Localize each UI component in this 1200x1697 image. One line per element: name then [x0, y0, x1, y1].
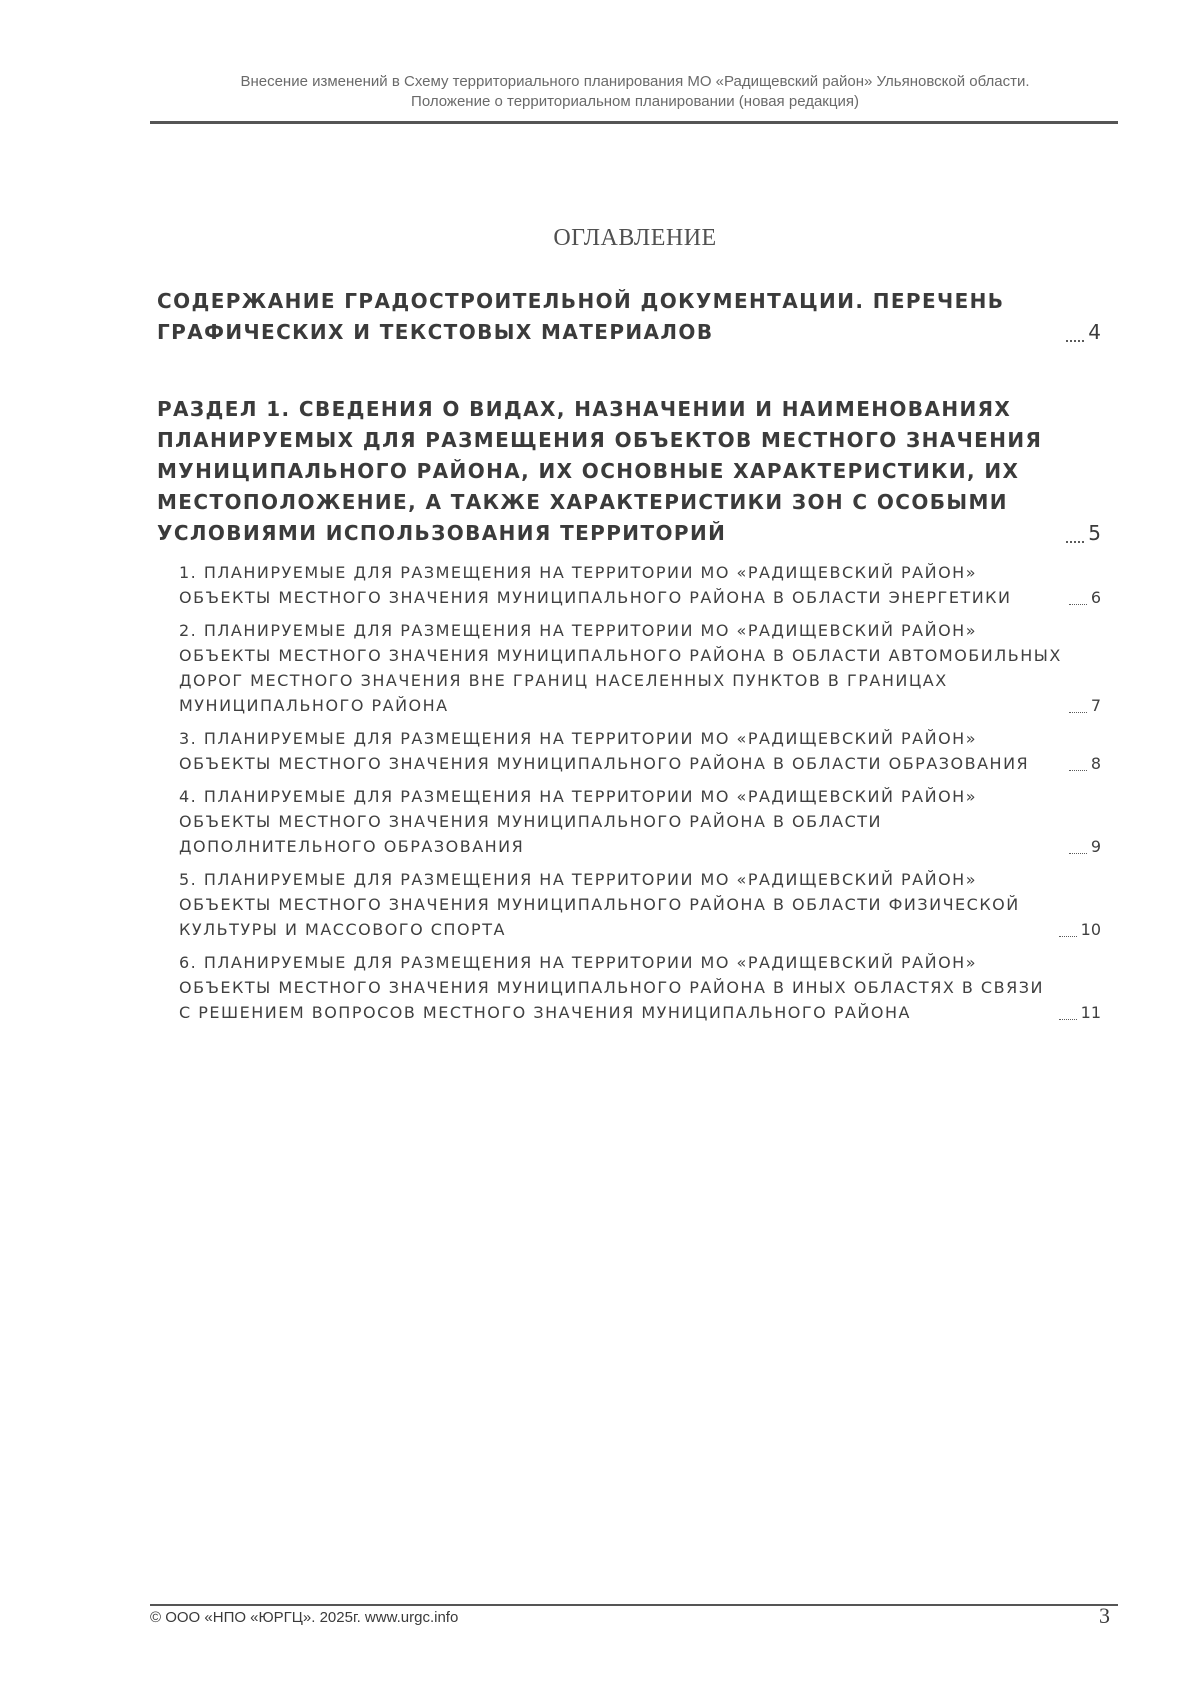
footer-copyright: © ООО «НПО «ЮРГЦ». 2025г. www.urgc.info — [150, 1609, 459, 1626]
toc-entry-page: 9 — [1090, 837, 1101, 856]
toc-entry[interactable] — [157, 286, 1101, 348]
toc-entry-title: 2. ПЛАНИРУЕМЫЕ ДЛЯ РАЗМЕЩЕНИЯ НА ТЕРРИТОРИИ МО «РАДИЩЕВСКИЙ РАЙОН» ОБЪЕКТЫ МЕСТНОГО ЗНАЧЕНИЯ МУНИЦИПАЛЬНОГО РАЙОНА В ОБЛАСТИ АВТОМОБИЛЬНЫХ ДОРОГ МЕСТНОГО ЗНАЧЕНИЯ ВНЕ ГРАНИЦ НАСЕЛЕННЫХ ПУНКТОВ В ГРАНИЦАХ МУНИЦИПАЛЬНОГО РАЙОНА — [179, 621, 1062, 715]
toc-entry-title: 6. ПЛАНИРУЕМЫЕ ДЛЯ РАЗМЕЩЕНИЯ НА ТЕРРИТОРИИ МО «РАДИЩЕВСКИЙ РАЙОН» ОБЪЕКТЫ МЕСТНОГО ЗНАЧЕНИЯ МУНИЦИПАЛЬНОГО РАЙОНА В ИНЫХ ОБЛАСТЯХ В СВЯЗИ С РЕШЕНИЕМ ВОПРОСОВ МЕСТНОГО ЗНАЧЕНИЯ МУНИЦИПАЛЬНОГО РАЙОНА — [179, 953, 1044, 1022]
running-header-line-1: Внесение изменений в Схему территориального планирования МО «Радищевский район» Ульяновской области. — [240, 73, 1030, 90]
dot-leader — [1059, 1019, 1077, 1020]
toc-entry-page: 4 — [1088, 320, 1101, 344]
dot-leader — [1069, 853, 1087, 854]
dot-leader — [1066, 541, 1084, 543]
toc-entry-title: 3. ПЛАНИРУЕМЫЕ ДЛЯ РАЗМЕЩЕНИЯ НА ТЕРРИТОРИИ МО «РАДИЩЕВСКИЙ РАЙОН» ОБЪЕКТЫ МЕСТНОГО ЗНАЧЕНИЯ МУНИЦИПАЛЬНОГО РАЙОНА В ОБЛАСТИ ОБРАЗОВАНИЯ — [179, 729, 1030, 773]
toc-entry[interactable] — [179, 560, 1101, 610]
running-header — [150, 72, 1120, 112]
table-of-contents — [157, 286, 1101, 1025]
toc-entry-page: 6 — [1090, 588, 1101, 607]
toc-entry-title: 1. ПЛАНИРУЕМЫЕ ДЛЯ РАЗМЕЩЕНИЯ НА ТЕРРИТОРИИ МО «РАДИЩЕВСКИЙ РАЙОН» ОБЪЕКТЫ МЕСТНОГО ЗНАЧЕНИЯ МУНИЦИПАЛЬНОГО РАЙОНА В ОБЛАСТИ ЭНЕРГЕТИКИ — [179, 563, 1012, 607]
toc-entry[interactable] — [179, 618, 1101, 718]
dot-leader — [1069, 604, 1087, 605]
dot-leader — [1059, 936, 1077, 937]
toc-entry-title: РАЗДЕЛ 1. СВЕДЕНИЯ О ВИДАХ, НАЗНАЧЕНИИ И НАИМЕНОВАНИЯХ ПЛАНИРУЕМЫХ ДЛЯ РАЗМЕЩЕНИЯ ОБЪЕКТОВ МЕСТНОГО ЗНАЧЕНИЯ МУНИЦИПАЛЬНОГО РАЙОНА, ИХ ОСНОВНЫЕ ХАРАКТЕРИСТИКИ, ИХ МЕСТОПОЛОЖЕНИЕ, А ТАКЖЕ ХАРАКТЕРИСТИКИ ЗОН С ОСОБЫМИ УСЛОВИЯМИ ИСПОЛЬЗОВАНИЯ ТЕРРИТОРИЙ — [157, 397, 1043, 545]
toc-entry[interactable] — [179, 726, 1101, 776]
header-divider — [150, 121, 1118, 124]
toc-entry-page: 7 — [1090, 696, 1101, 715]
toc-entry[interactable] — [179, 867, 1101, 942]
toc-heading: ОГЛАВЛЕНИЕ — [553, 225, 717, 251]
toc-entry-page: 8 — [1090, 754, 1101, 773]
toc-entry-title: 5. ПЛАНИРУЕМЫЕ ДЛЯ РАЗМЕЩЕНИЯ НА ТЕРРИТОРИИ МО «РАДИЩЕВСКИЙ РАЙОН» ОБЪЕКТЫ МЕСТНОГО ЗНАЧЕНИЯ МУНИЦИПАЛЬНОГО РАЙОНА В ОБЛАСТИ ФИЗИЧЕСКОЙ КУЛЬТУРЫ И МАССОВОГО СПОРТА — [179, 870, 1020, 939]
toc-entry-page: 10 — [1080, 920, 1101, 939]
toc-entry-page: 5 — [1088, 521, 1101, 545]
toc-entry[interactable] — [179, 784, 1101, 859]
toc-entry[interactable] — [157, 394, 1101, 549]
dot-leader — [1069, 770, 1087, 771]
running-header-line-2: Положение о территориальном планировании (новая редакция) — [411, 93, 859, 110]
toc-entry-title: СОДЕРЖАНИЕ ГРАДОСТРОИТЕЛЬНОЙ ДОКУМЕНТАЦИИ. ПЕРЕЧЕНЬ ГРАФИЧЕСКИХ И ТЕКСТОВЫХ МАТЕРИАЛОВ — [157, 289, 1005, 344]
toc-entry-page: 11 — [1080, 1003, 1101, 1022]
dot-leader — [1066, 340, 1084, 342]
toc-entry-title: 4. ПЛАНИРУЕМЫЕ ДЛЯ РАЗМЕЩЕНИЯ НА ТЕРРИТОРИИ МО «РАДИЩЕВСКИЙ РАЙОН» ОБЪЕКТЫ МЕСТНОГО ЗНАЧЕНИЯ МУНИЦИПАЛЬНОГО РАЙОНА В ОБЛАСТИ ДОПОЛНИТЕЛЬНОГО ОБРАЗОВАНИЯ — [179, 787, 977, 856]
toc-entry[interactable] — [179, 950, 1101, 1025]
page-number: 3 — [1099, 1603, 1110, 1628]
footer-divider — [150, 1604, 1118, 1606]
dot-leader — [1069, 712, 1087, 713]
